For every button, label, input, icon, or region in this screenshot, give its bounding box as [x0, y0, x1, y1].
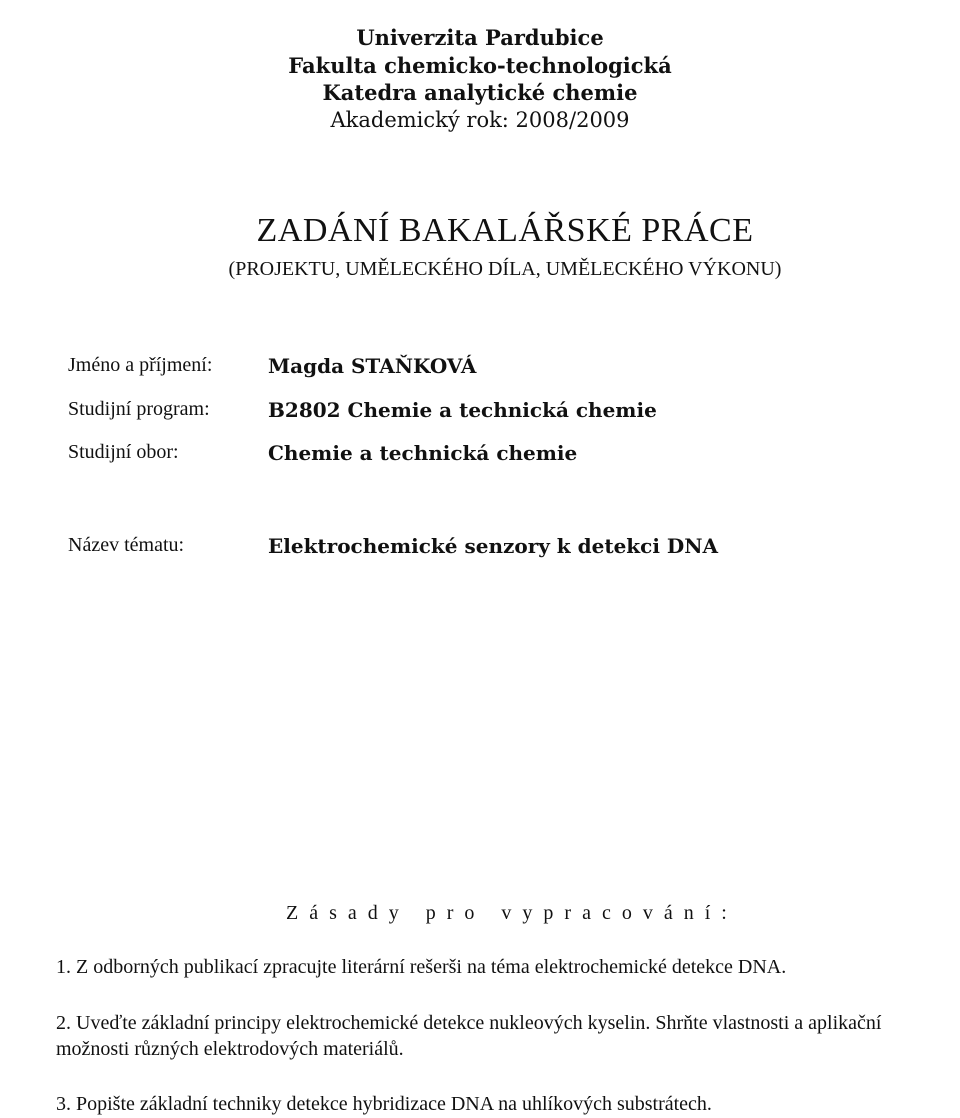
- faculty-name: Fakulta chemicko-technologická: [288, 52, 672, 78]
- name-label: Jméno a příjmení:: [68, 354, 213, 376]
- department-name: Katedra analytické chemie: [322, 80, 638, 105]
- principle-item-3: 3. Popište základní techniky detekce hybridizace DNA na uhlíkových substrátech.: [56, 1093, 712, 1115]
- academic-year: Akademický rok: 2008/2009: [330, 107, 630, 132]
- principle-item-2: 2. Uveďte základní principy elektrochemické detekce nukleových kyselin. Shrňte vlastnosti a aplikační možnosti různých elektrodových materiálů.: [56, 1012, 882, 1060]
- topic-value: Elektrochemické senzory k detekci DNA: [268, 534, 719, 558]
- topic-label: Název tématu:: [68, 534, 185, 556]
- program-value: B2802 Chemie a technická chemie: [268, 398, 657, 422]
- document-header: [0, 24, 960, 134]
- principle-item-1: 1. Z odborných publikací zpracujte literární rešerši na téma elektrochemické detekce DNA.: [56, 956, 787, 978]
- document-subtitle: (PROJEKTU, UMĚLECKÉHO DÍLA, UMĚLECKÉHO VÝKONU): [228, 258, 782, 280]
- field-of-study-label: Studijní obor:: [68, 441, 179, 463]
- document-title: ZADÁNÍ BAKALÁŘSKÉ PRÁCE: [256, 212, 754, 249]
- program-label: Studijní program:: [68, 398, 210, 420]
- principles-heading: Zásady pro vypracování:: [286, 902, 738, 924]
- field-of-study-value: Chemie a technická chemie: [268, 441, 578, 465]
- name-value: Magda STAŇKOVÁ: [268, 354, 477, 378]
- university-name: Univerzita Pardubice: [356, 25, 604, 50]
